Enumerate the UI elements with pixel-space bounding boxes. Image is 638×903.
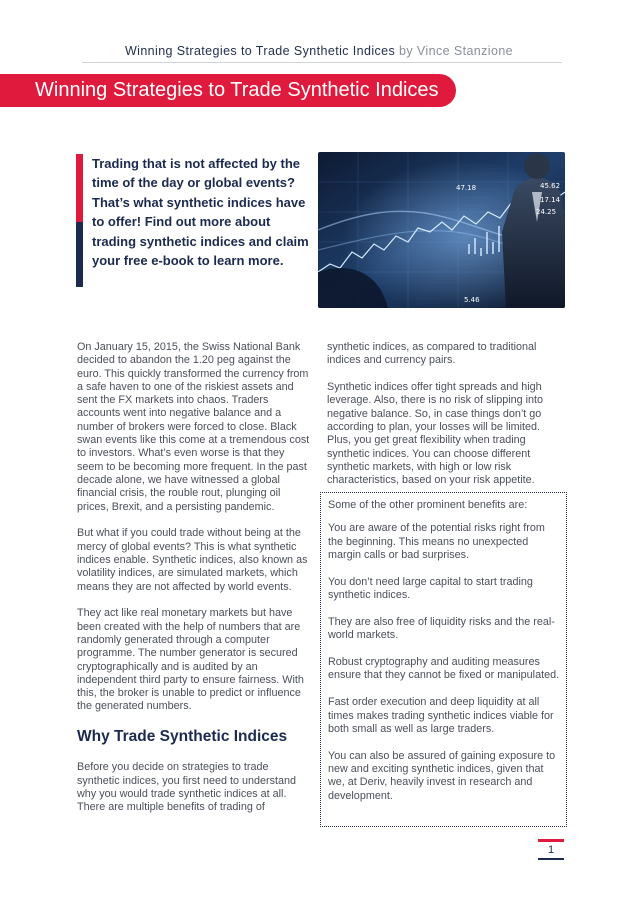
paragraph-benefits-lead: Before you decide on strategies to trade synthetic indices, you first need to understand why you would trade synthetic indices at all. There are multiple benefits of trading of: [77, 761, 297, 814]
paragraph-how-generated: They act like real monetary markets but have been created with the help of numbers that are randomly generated through a computer programme. The number generator is secured cryptographically and is audited by an independent third party to ensure fairness. With this, the broker is unable to predict or influence the generated numbers.: [77, 607, 304, 713]
section-heading: Why Trade Synthetic Indices: [77, 728, 288, 746]
benefit-item: They are also free of liquidity risks and the real-world markets.: [328, 615, 555, 642]
benefits-intro: Some of the other prominent benefits are:: [328, 499, 528, 511]
header-divider: [82, 62, 562, 63]
title-banner: [0, 74, 456, 107]
paragraph-spreads-leverage: Synthetic indices offer tight spreads and high leverage. Also, there is no risk of slipping into negative balance. So, in case things don’t go according to plan, your losses will be limited. Plus, you get great flexibility when trading synthetic indices. You can choose different synthetic markets, with high or low risk characteristics, based on your risk appetite.: [327, 381, 544, 487]
market-chart-illustration: [318, 152, 565, 308]
right-column: [327, 341, 563, 501]
hero-number: 5.46: [464, 296, 480, 304]
hero-image: [318, 152, 565, 308]
page-number: 1: [547, 844, 555, 856]
paragraph-synthetic-intro: But what if you could trade without being at the mercy of global events? This is what synthetic indices enable. Synthetic indices, also known as volatility indices, are simulated markets, which means they are not affected by world events.: [77, 527, 308, 593]
hero-number: 24.25: [536, 208, 557, 216]
paragraph-comparison: synthetic indices, as compared to traditional indices and currency pairs.: [327, 341, 537, 367]
page-number-accent-red: [538, 839, 564, 842]
intro-callout: Trading that is not affected by the time of the day or global events? That’s what synthetic indices have to offer! Find out more about trading synthetic indices and claim your free e-book to learn more.: [92, 156, 309, 269]
header-title: Winning Strategies to Trade Synthetic Indices: [124, 44, 396, 58]
benefits-box: [320, 492, 567, 827]
banner-title: Winning Strategies to Trade Synthetic Indices: [35, 79, 439, 101]
hero-number: 47.18: [456, 184, 477, 192]
header-byline: by Vince Stanzione: [399, 44, 514, 58]
benefit-item: Robust cryptography and auditing measures ensure that they cannot be fixed or manipulated.: [328, 656, 560, 682]
page-number-accent-navy: [538, 858, 564, 860]
intro-accent-bar-navy: [76, 222, 83, 287]
benefit-item: Fast order execution and deep liquidity at all times makes trading synthetic indices viable for both small as well as large traders.: [328, 696, 554, 735]
intro-accent-bar-red: [76, 154, 83, 222]
paragraph-snb-event: On January 15, 2015, the Swiss National Bank decided to abandon the 1.20 peg against the euro. This quickly transformed the currency from a safe haven to one of the riskiest assets and sent the FX markets into chaos. Traders accounts went into negative balance and a number of brokers were forced to close. Black swan events like this come at a tremendous cost to investors. What’s even worse is that they seem to be becoming more frequent. In the past decade alone, we have witnessed a global financial crisis, the rouble rout, plunging oil prices, Brexit, and a persisting pandemic.: [77, 341, 310, 513]
benefit-item: You are aware of the potential risks right from the beginning. This means no unexpected margin calls or bad surprises.: [328, 522, 545, 561]
left-column: [77, 341, 313, 828]
benefit-item: You can also be assured of gaining exposure to new and exciting synthetic indices, given that we, at Deriv, heavily invest in research and development.: [328, 749, 556, 802]
hero-number: 45.62: [540, 182, 561, 190]
benefit-item: You don’t need large capital to start trading synthetic indices.: [328, 575, 533, 602]
running-header: [0, 44, 638, 58]
hero-number: 17.14: [540, 196, 561, 204]
